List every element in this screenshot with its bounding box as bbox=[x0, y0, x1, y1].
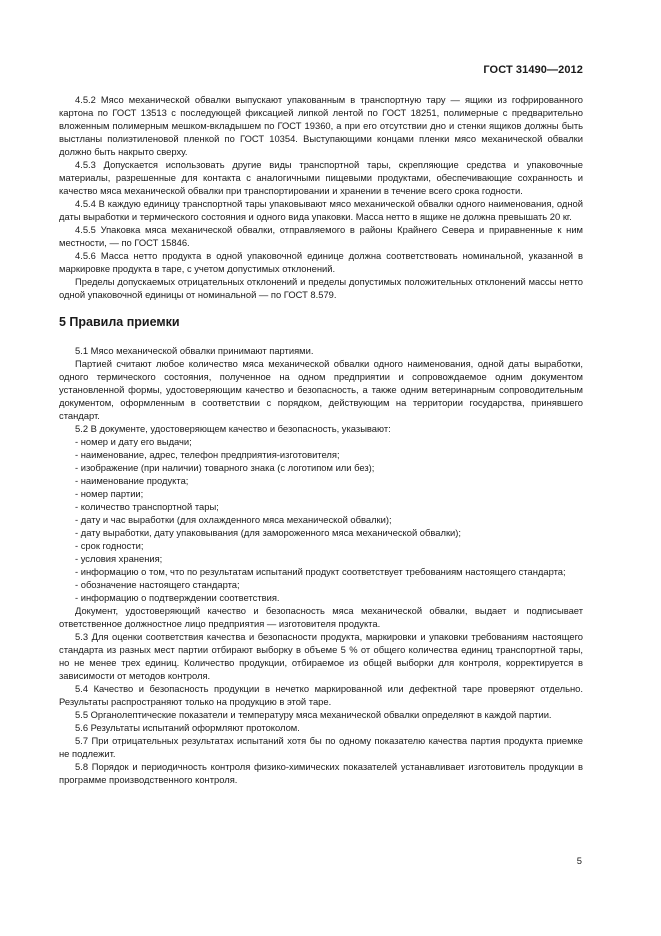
list-item: - номер и дату его выдачи; bbox=[75, 436, 192, 447]
list-item: - наименование продукта; bbox=[75, 475, 189, 486]
list-item: - изображение (при наличии) товарного знака (с логотипом или без); bbox=[75, 462, 375, 473]
document-body bbox=[59, 93, 583, 786]
section-title-acceptance-rules: 5 Правила приемки bbox=[59, 315, 180, 329]
paragraph-5-5: 5.5 Органолептические показатели и температуру мяса механической обвалки определяют в каждой партии. bbox=[75, 709, 552, 720]
list-item: - номер партии; bbox=[75, 488, 144, 499]
paragraph-4-5-5: 4.5.5 Упаковка мяса механической обвалки, отправляемого в районы Крайнего Севера и приравненные к ним местности, — по ГОСТ 15846. bbox=[59, 224, 583, 248]
page-number: 5 bbox=[576, 855, 582, 866]
list-item: - срок годности; bbox=[75, 540, 144, 551]
paragraph-4-5-2: 4.5.2 Мясо механической обвалки выпускают упакованным в транспортную тару — ящики из гофрированного картона по ГОСТ 13513 с последующей фиксацией липкой лентой по ГОСТ 18251, полимерные с предварительно вложенным полимерным мешком-вкладышем по ГОСТ 19360, а при его отсутствии дно и стенки ящиков должны быть выстланы полиэтиленовой пленкой по ГОСТ 10354. Выступающими концами пленки мясо механической обвалки должно быть накрыто сверху. bbox=[59, 94, 583, 157]
paragraph-4-5-4: 4.5.4 В каждую единицу транспортной тары упаковывают мясо механической обвалки одного наименования, одной даты выработки и термического состояния и одного вида упаковки. Масса нетто в ящике не должна превышать 20 кг. bbox=[59, 198, 583, 222]
list-item: - информацию о подтверждении соответствия. bbox=[75, 592, 280, 603]
paragraph-4-5-6-tolerances: Пределы допускаемых отрицательных отклонений и пределы допустимых положительных отклонений массы нетто одной упаковочной единицы от номинальной — по ГОСТ 8.579. bbox=[59, 276, 583, 300]
paragraph-4-5-6: 4.5.6 Масса нетто продукта в одной упаковочной единице должна соответствовать номинальной, указанной в маркировке продукта в таре, с учетом допустимых отклонений. bbox=[59, 250, 583, 274]
list-item: - дату и час выработки (для охлажденного мяса механической обвалки); bbox=[75, 514, 392, 525]
list-item: - обозначение настоящего стандарта; bbox=[75, 579, 240, 590]
paragraph-5-2: 5.2 В документе, удостоверяющем качество и безопасность, указывают: bbox=[75, 423, 391, 434]
paragraph-5-2-signature: Документ, удостоверяющий качество и безопасность мяса механической обвалки, выдает и подписывает ответственное должностное лицо предприятия — изготовителя продукта. bbox=[59, 605, 583, 629]
list-item: - информацию о том, что по результатам испытаний продукт соответствует требованиям настоящего стандарта; bbox=[75, 566, 566, 577]
list-item: - условия хранения; bbox=[75, 553, 163, 564]
list-item: - наименование, адрес, телефон предприятия-изготовителя; bbox=[75, 449, 340, 460]
paragraph-5-3: 5.3 Для оценки соответствия качества и безопасности продукта, маркировки и упаковки требованиям настоящего стандарта из разных мест партии отбирают выборку в объеме 5 % от общего количества единиц транспортной тары, но не менее трех единиц. Количество продукции, отбираемое из общей выборки для контроля, корректируется в зависимости от методов контроля. bbox=[59, 631, 583, 681]
paragraph-5-8: 5.8 Порядок и периодичность контроля физико-химических показателей устанавливает изготовитель продукции в программе производственного контроля. bbox=[59, 761, 583, 785]
paragraph-5-7: 5.7 При отрицательных результатах испытаний хотя бы по одному показателю качества партия продукта приемке не подлежит. bbox=[59, 735, 583, 759]
paragraph-5-4: 5.4 Качество и безопасность продукции в нечетко маркированной или дефектной таре проверяют отдельно. Результаты распространяют только на продукцию в этой таре. bbox=[59, 683, 583, 707]
paragraph-4-5-3: 4.5.3 Допускается использовать другие виды транспортной тары, скрепляющие средства и упаковочные материалы, разрешенные для контакта с аналогичными пищевыми продуктами, обеспечивающие сохранность и качество мяса механической обвалки при транспортировании и хранении в течение всего срока годности. bbox=[59, 159, 583, 196]
paragraph-5-6: 5.6 Результаты испытаний оформляют протоколом. bbox=[75, 722, 300, 733]
paragraph-5-1-batch: Партией считают любое количество мяса механической обвалки одного наименования, одной даты выработки, одного термического состояния, полученное на одном предприятии и сопровождаемое одним документом установленной формы, удостоверяющим качество и безопасность, а также одним ветеринарным сопроводительным документом, оформленным в соответствии с порядком, действующим на территории государства, принявшего стандарт. bbox=[59, 358, 583, 421]
paragraph-5-1: 5.1 Мясо механической обвалки принимают партиями. bbox=[75, 345, 314, 356]
document-designation: ГОСТ 31490—2012 bbox=[483, 64, 583, 76]
list-item: - дату выработки, дату упаковывания (для замороженного мяса механической обвалки); bbox=[75, 527, 462, 538]
list-item: - количество транспортной тары; bbox=[75, 501, 219, 512]
document-contents-list bbox=[59, 435, 583, 604]
